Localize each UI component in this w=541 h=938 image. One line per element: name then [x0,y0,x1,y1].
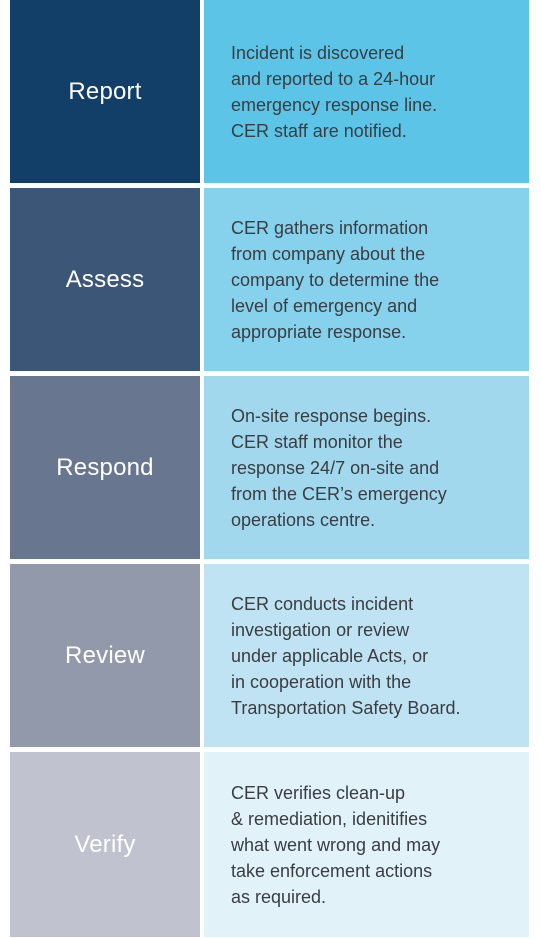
step-label: Verify [10,752,200,937]
step-description: CER verifies clean-up & remediation, idenitifies what went wrong and may take enforcement actions as required. [204,752,529,937]
step-label: Assess [10,188,200,371]
step-verify [10,752,529,937]
step-description: CER gathers information from company about the company to determine the level of emergency and appropriate response. [204,188,529,371]
emergency-response-process [10,0,529,937]
step-respond [10,376,529,559]
step-description: Incident is discovered and reported to a 24-hour emergency response line. CER staff are notified. [204,0,529,183]
step-label: Report [10,0,200,183]
step-assess [10,188,529,371]
step-label: Review [10,564,200,747]
step-report [10,0,529,183]
step-review [10,564,529,747]
step-description: CER conducts incident investigation or review under applicable Acts, or in cooperation with the Transportation Safety Board. [204,564,529,747]
step-label: Respond [10,376,200,559]
step-description: On-site response begins. CER staff monitor the response 24/7 on-site and from the CER’s emergency operations centre. [204,376,529,559]
